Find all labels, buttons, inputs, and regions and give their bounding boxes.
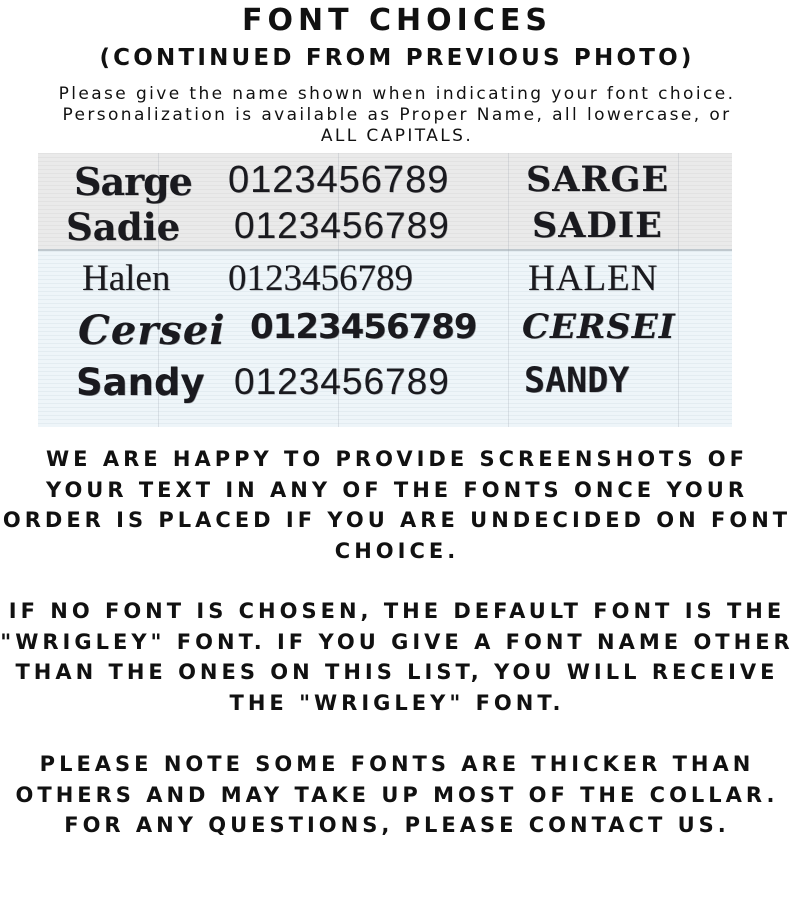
page-title: FONT CHOICES [242, 3, 552, 38]
sample-proper-name: Sadie [66, 205, 181, 249]
sample-capitals: HALEN [528, 258, 659, 299]
screenshot-offer-paragraph: WE ARE HAPPY TO PROVIDE SCREENSHOTS OF YOUR TEXT IN ANY OF THE FONTS ONCE YOUR ORDER IS PLACED IF YOU ARE UNDECIDED ON FONT CHOICE. [2, 447, 792, 563]
sample-proper-name: Sandy [76, 361, 205, 404]
font-sample-row [38, 205, 732, 249]
sample-capitals: SANDY [524, 361, 630, 401]
font-sample-row [38, 361, 732, 411]
font-sample-row [38, 257, 732, 301]
intro-text: Please give the name shown when indicating your font choice. Personalization is available as Proper Name, all lowercase, or ALL CAPITALS. [58, 84, 736, 146]
sample-capitals: SARGE [526, 159, 670, 200]
page-subtitle: (CONTINUED FROM PREVIOUS PHOTO) [99, 45, 695, 71]
sample-digits: 0123456789 [228, 159, 450, 201]
sample-band-divider [38, 249, 732, 251]
sample-digits: 0123456789 [250, 307, 477, 347]
default-font-paragraph: IF NO FONT IS CHOSEN, THE DEFAULT FONT IS THE "WRIGLEY" FONT. IF YOU GIVE A FONT NAME OTHER THAN THE ONES ON THIS LIST, YOU WILL RECEIVE THE "WRIGLEY" FONT. [0, 599, 794, 715]
sample-proper-name: Cersei [78, 307, 226, 354]
sample-digits: 0123456789 [228, 258, 413, 299]
sample-capitals: CERSEI [522, 307, 676, 347]
sample-digits: 0123456789 [234, 205, 450, 246]
font-sample-row [38, 307, 732, 357]
sample-proper-name: Halen [82, 258, 171, 299]
font-sample-photo [38, 153, 732, 427]
thickness-note-paragraph: PLEASE NOTE SOME FONTS ARE THICKER THAN OTHERS AND MAY TAKE UP MOST OF THE COLLAR. FOR ANY QUESTIONS, PLEASE CONTACT US. [15, 752, 779, 837]
sample-capitals: SADIE [532, 205, 663, 246]
sample-proper-name: Sarge [74, 159, 192, 204]
sample-digits: 0123456789 [234, 361, 450, 402]
font-sample-row [38, 159, 732, 203]
